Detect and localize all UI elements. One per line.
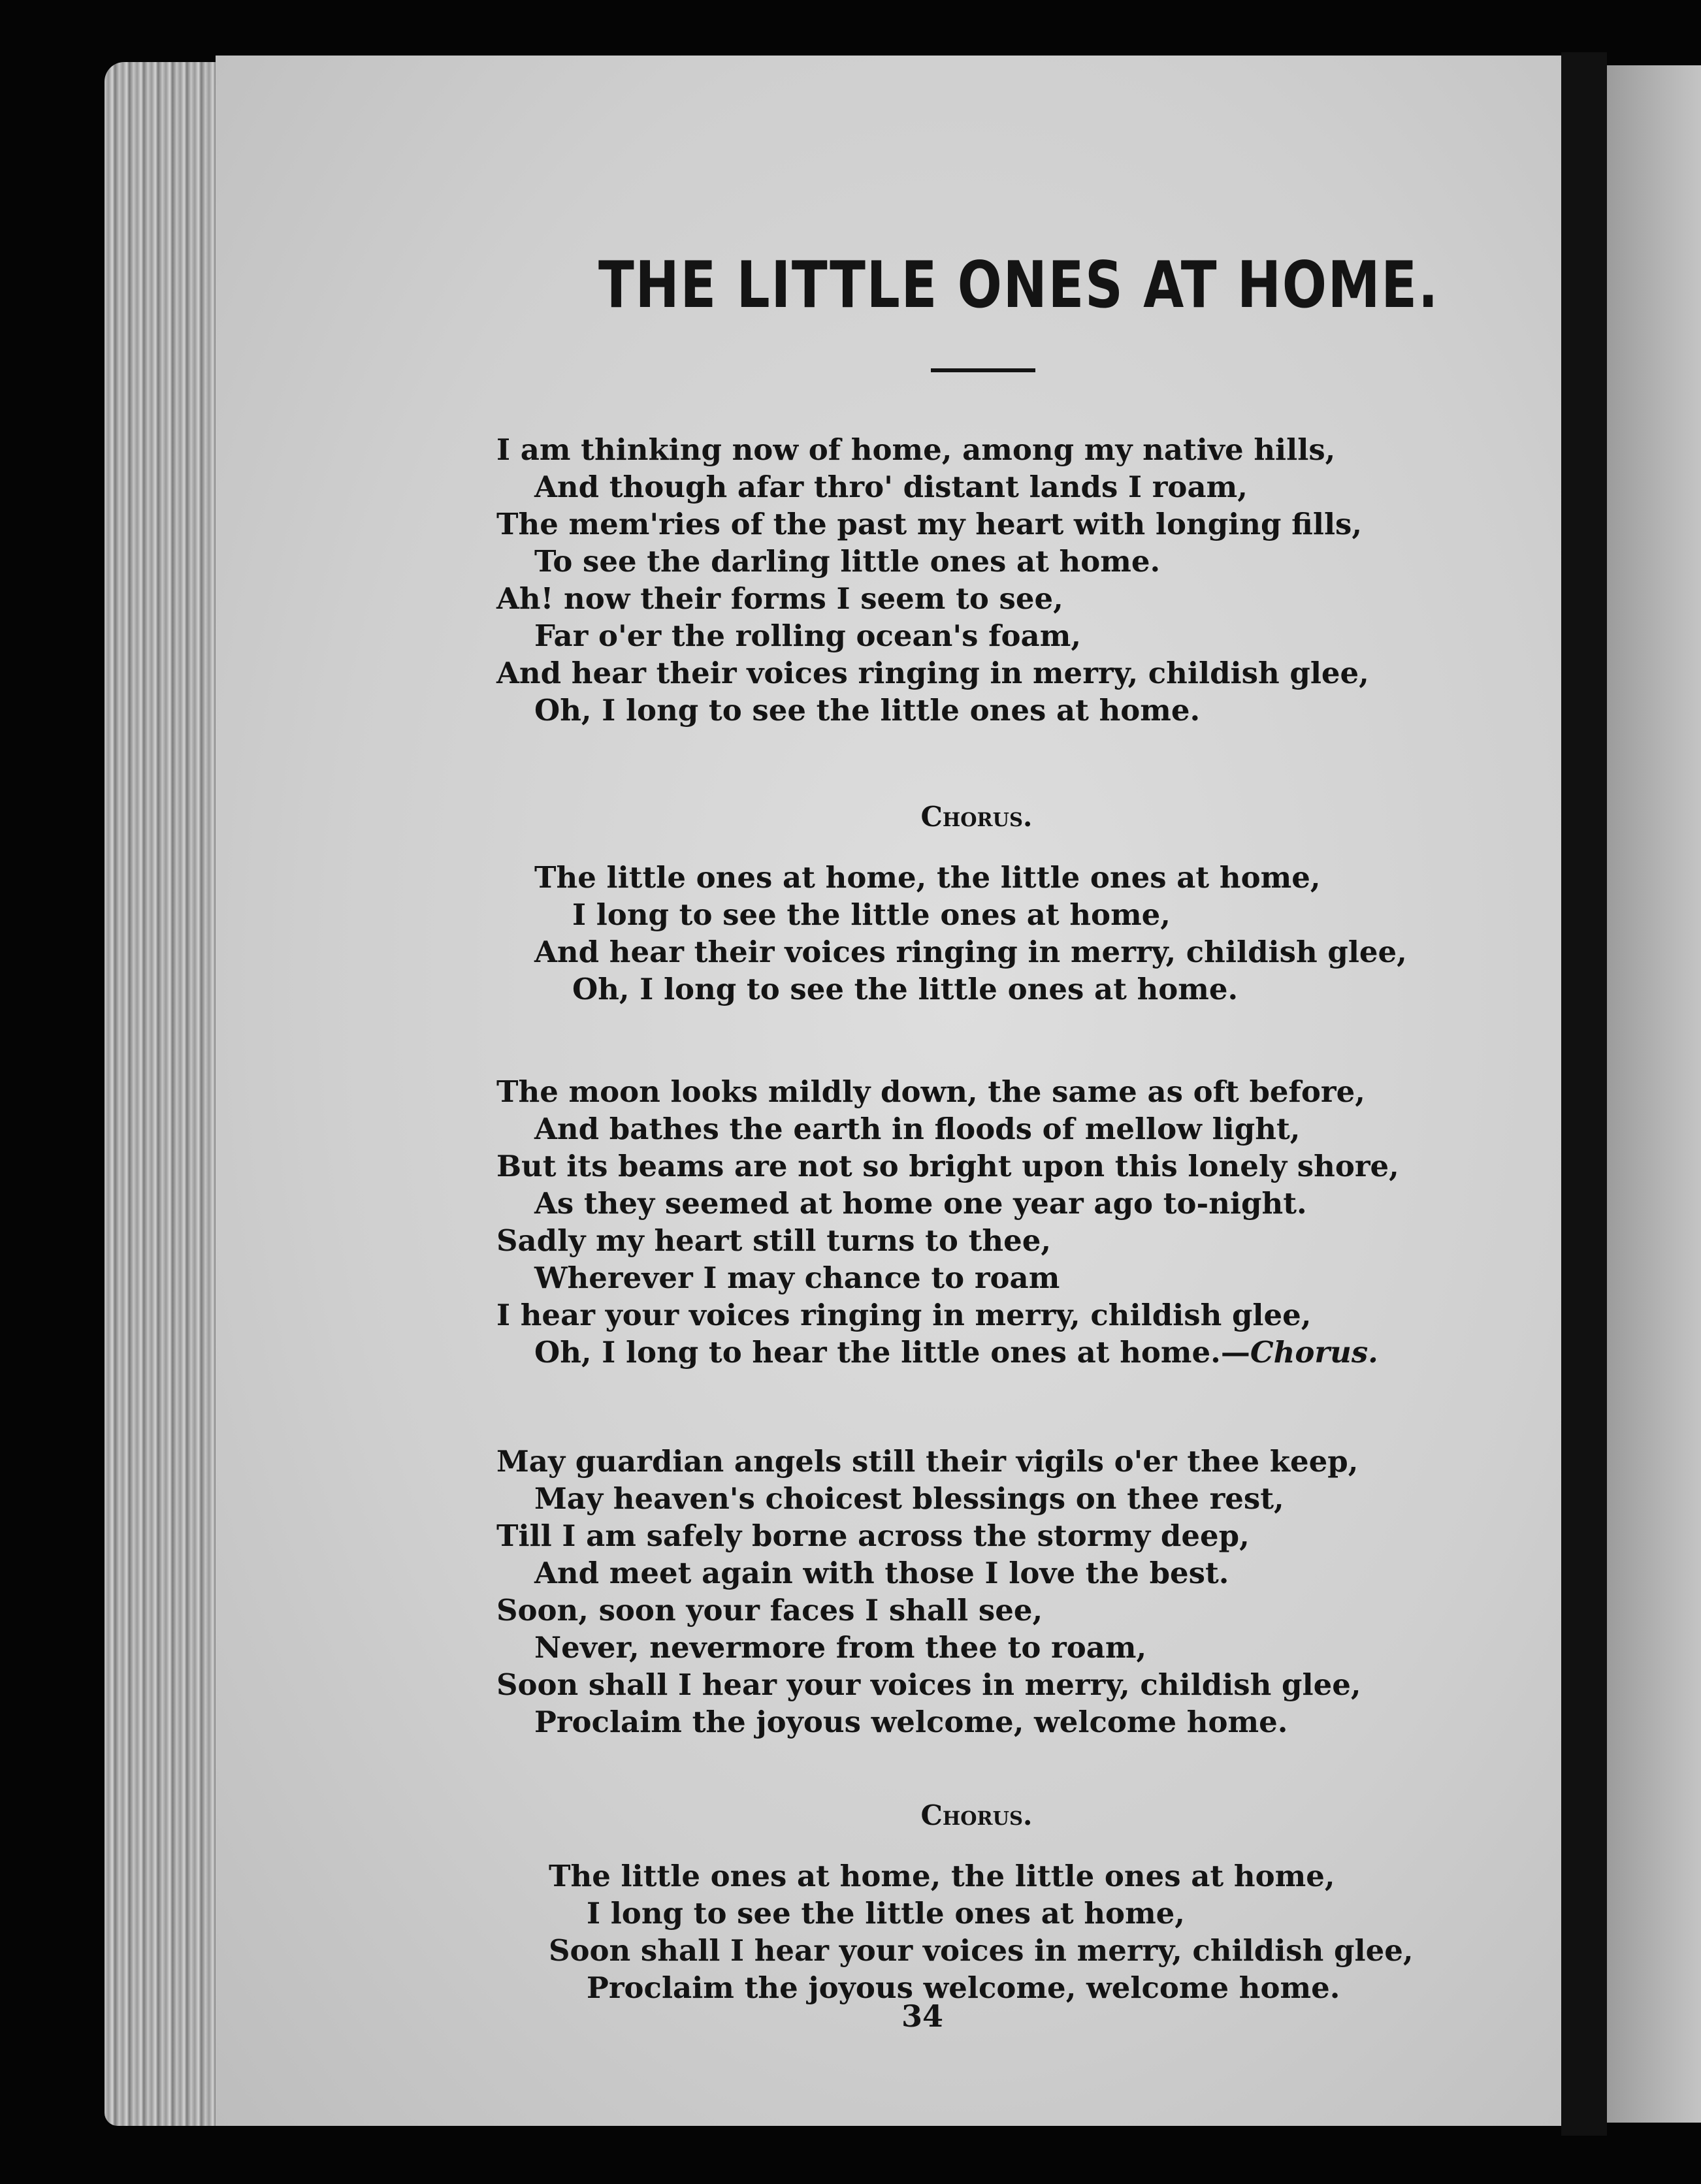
- verse-line: Wherever I may chance to roam: [534, 1261, 1060, 1295]
- verse-line: May heaven's choicest blessings on thee rest,: [534, 1481, 1284, 1516]
- chorus-line: The little ones at home, the little ones at home,: [549, 1859, 1335, 1893]
- verse-line: The mem'ries of the past my heart with longing fills,: [496, 507, 1363, 541]
- page-number: 34: [901, 1999, 944, 2034]
- verse-3: [496, 1443, 1431, 1741]
- chorus-line: Oh, I long to see the little ones at home.: [572, 972, 1239, 1006]
- adjacent-page-edge: [1607, 65, 1701, 2123]
- chorus-line: And hear their voices ringing in merry, childish glee,: [534, 935, 1407, 969]
- verse-line: Till I am safely borne across the stormy deep,: [496, 1518, 1250, 1553]
- verse-line: I hear your voices ringing in merry, childish glee,: [496, 1298, 1312, 1332]
- verse-1: [496, 431, 1431, 729]
- chorus-line: The little ones at home, the little ones at home,: [534, 860, 1321, 895]
- verse-line: Soon, soon your faces I shall see,: [496, 1593, 1043, 1628]
- chorus-heading: Chorus.: [920, 801, 1033, 833]
- verse-line: Oh, I long to see the little ones at home.: [534, 693, 1201, 728]
- verse-line: Soon shall I hear your voices in merry, childish glee,: [496, 1667, 1361, 1702]
- verse-line: And though afar thro' distant lands I roam,: [534, 470, 1248, 504]
- title-rule: [931, 368, 1035, 372]
- chorus-1: [496, 859, 1431, 1008]
- song-content: [496, 248, 1439, 2072]
- chorus-line: Soon shall I hear your voices in merry, childish glee,: [549, 1933, 1414, 1968]
- chorus-line: I long to see the little ones at home,: [572, 897, 1171, 932]
- verse-line: May guardian angels still their vigils o'er thee keep,: [496, 1444, 1359, 1479]
- verse-line: But its beams are not so bright upon this lonely shore,: [496, 1149, 1399, 1183]
- chorus-line: Proclaim the joyous welcome, welcome home.: [587, 1970, 1340, 2005]
- song-title: THE LITTLE ONES AT HOME.: [598, 248, 1439, 323]
- verse-line-text: Oh, I long to hear the little ones at home.—: [534, 1335, 1250, 1370]
- book-gutter: [1561, 52, 1607, 2136]
- verse-2: [496, 1073, 1431, 1371]
- verse-line: The moon looks mildly down, the same as oft before,: [496, 1074, 1365, 1109]
- verse-line: Proclaim the joyous welcome, welcome home.: [534, 1705, 1288, 1739]
- verse-line: To see the darling little ones at home.: [534, 544, 1161, 579]
- chorus-2: [496, 1857, 1431, 2006]
- verse-line: And bathes the earth in floods of mellow light,: [534, 1112, 1301, 1146]
- verse-line: Far o'er the rolling ocean's foam,: [534, 618, 1081, 653]
- verse-line: [496, 1334, 1431, 1371]
- verse-line: And meet again with those I love the best.: [534, 1556, 1229, 1590]
- chorus-reference: Chorus.: [1250, 1335, 1378, 1370]
- verse-line: I am thinking now of home, among my native hills,: [496, 432, 1336, 467]
- verse-line: Never, nevermore from thee to roam,: [534, 1630, 1147, 1665]
- verse-line: As they seemed at home one year ago to-night.: [534, 1186, 1307, 1221]
- chorus-heading: Chorus.: [920, 1799, 1033, 1831]
- verse-line: And hear their voices ringing in merry, childish glee,: [496, 656, 1369, 690]
- chorus-line: I long to see the little ones at home,: [587, 1896, 1185, 1931]
- verse-line: Ah! now their forms I seem to see,: [496, 581, 1063, 616]
- verse-line: Sadly my heart still turns to thee,: [496, 1223, 1052, 1258]
